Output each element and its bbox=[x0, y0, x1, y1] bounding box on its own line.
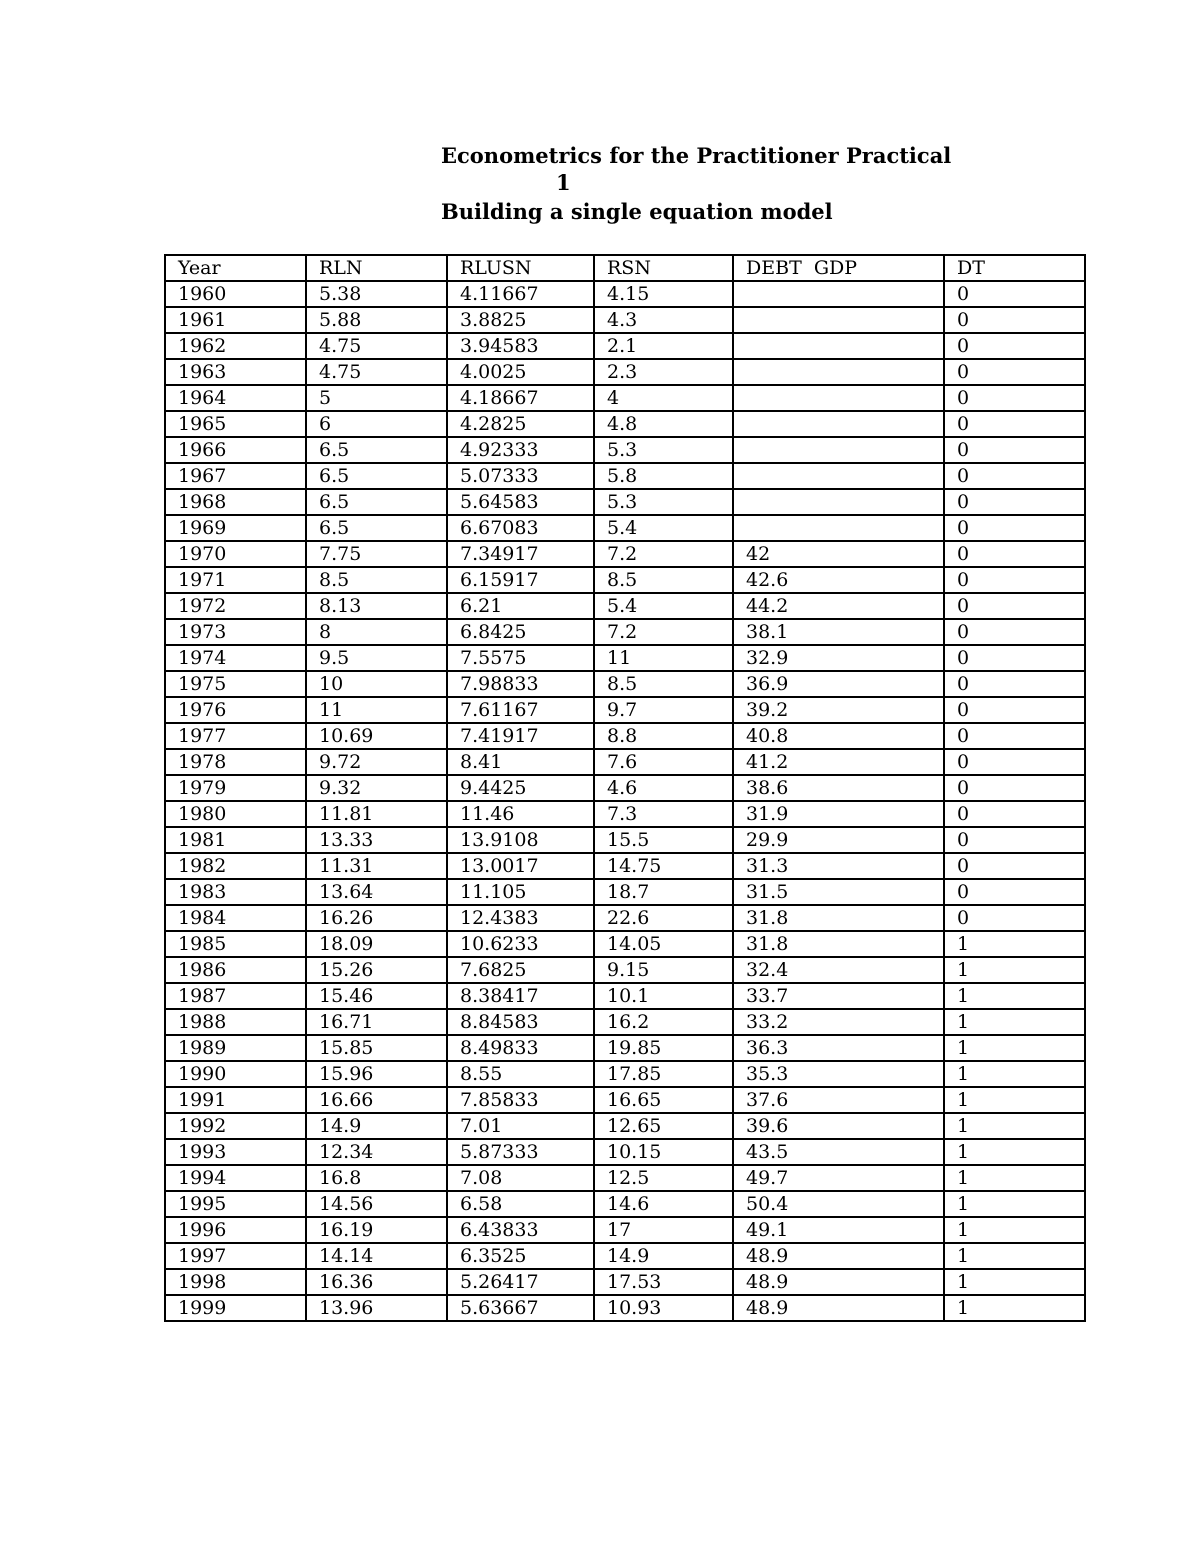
year-cell: 1989 bbox=[165, 1035, 306, 1061]
rln-cell: 10 bbox=[306, 671, 447, 697]
rln-cell: 16.26 bbox=[306, 905, 447, 931]
table-row bbox=[165, 1035, 1085, 1061]
debt-gdp-cell bbox=[733, 515, 944, 541]
rlusn-cell: 7.98833 bbox=[447, 671, 594, 697]
year-cell: 1961 bbox=[165, 307, 306, 333]
debt-gdp-cell: 38.6 bbox=[733, 775, 944, 801]
rln-cell: 9.72 bbox=[306, 749, 447, 775]
year-cell: 1962 bbox=[165, 333, 306, 359]
rsn-cell: 7.6 bbox=[594, 749, 733, 775]
dt-cell: 1 bbox=[944, 1113, 1085, 1139]
table-row bbox=[165, 1295, 1085, 1321]
table-row bbox=[165, 827, 1085, 853]
year-cell: 1991 bbox=[165, 1087, 306, 1113]
rln-cell: 10.69 bbox=[306, 723, 447, 749]
rln-cell: 6 bbox=[306, 411, 447, 437]
year-cell: 1975 bbox=[165, 671, 306, 697]
rlusn-cell: 4.0025 bbox=[447, 359, 594, 385]
dt-cell: 0 bbox=[944, 723, 1085, 749]
debt-gdp-cell: 31.9 bbox=[733, 801, 944, 827]
table-row bbox=[165, 957, 1085, 983]
table-row bbox=[165, 463, 1085, 489]
year-cell: 1987 bbox=[165, 983, 306, 1009]
dt-cell: 0 bbox=[944, 333, 1085, 359]
rln-cell: 16.66 bbox=[306, 1087, 447, 1113]
dt-cell: 0 bbox=[944, 307, 1085, 333]
table-row bbox=[165, 515, 1085, 541]
debt-gdp-cell: 42.6 bbox=[733, 567, 944, 593]
rlusn-cell: 9.4425 bbox=[447, 775, 594, 801]
rsn-cell: 11 bbox=[594, 645, 733, 671]
rsn-cell: 5.8 bbox=[594, 463, 733, 489]
rln-cell: 5.38 bbox=[306, 281, 447, 307]
table-row bbox=[165, 983, 1085, 1009]
table-row bbox=[165, 749, 1085, 775]
debt-gdp-cell: 31.3 bbox=[733, 853, 944, 879]
table-row bbox=[165, 1191, 1085, 1217]
debt-gdp-cell: 37.6 bbox=[733, 1087, 944, 1113]
table-row bbox=[165, 645, 1085, 671]
table-row bbox=[165, 1087, 1085, 1113]
year-cell: 1985 bbox=[165, 931, 306, 957]
debt-gdp-cell: 40.8 bbox=[733, 723, 944, 749]
debt-gdp-cell: 29.9 bbox=[733, 827, 944, 853]
rlusn-cell: 4.11667 bbox=[447, 281, 594, 307]
rlusn-cell: 6.21 bbox=[447, 593, 594, 619]
table-row bbox=[165, 905, 1085, 931]
dt-cell: 0 bbox=[944, 619, 1085, 645]
rlusn-cell: 5.63667 bbox=[447, 1295, 594, 1321]
rlusn-cell: 7.85833 bbox=[447, 1087, 594, 1113]
dt-cell: 0 bbox=[944, 827, 1085, 853]
dt-cell: 1 bbox=[944, 1295, 1085, 1321]
rlusn-cell: 8.84583 bbox=[447, 1009, 594, 1035]
table-row bbox=[165, 541, 1085, 567]
dt-cell: 1 bbox=[944, 957, 1085, 983]
dt-cell: 0 bbox=[944, 853, 1085, 879]
table-row bbox=[165, 619, 1085, 645]
debt-gdp-cell: 48.9 bbox=[733, 1269, 944, 1295]
data-table bbox=[164, 254, 1086, 1322]
rlusn-cell: 5.87333 bbox=[447, 1139, 594, 1165]
rlusn-cell: 7.34917 bbox=[447, 541, 594, 567]
rsn-cell: 9.15 bbox=[594, 957, 733, 983]
dt-cell: 0 bbox=[944, 541, 1085, 567]
rln-cell: 5.88 bbox=[306, 307, 447, 333]
rln-cell: 11 bbox=[306, 697, 447, 723]
year-cell: 1997 bbox=[165, 1243, 306, 1269]
rln-cell: 8.13 bbox=[306, 593, 447, 619]
rlusn-cell: 12.4383 bbox=[447, 905, 594, 931]
rsn-cell: 4 bbox=[594, 385, 733, 411]
dt-cell: 0 bbox=[944, 567, 1085, 593]
table-row bbox=[165, 723, 1085, 749]
debt-gdp-cell: 33.2 bbox=[733, 1009, 944, 1035]
debt-gdp-cell: 49.7 bbox=[733, 1165, 944, 1191]
table-row bbox=[165, 775, 1085, 801]
year-cell: 1973 bbox=[165, 619, 306, 645]
rsn-cell: 7.2 bbox=[594, 619, 733, 645]
rlusn-cell: 4.2825 bbox=[447, 411, 594, 437]
year-cell: 1988 bbox=[165, 1009, 306, 1035]
debt-gdp-cell: 39.2 bbox=[733, 697, 944, 723]
rlusn-cell: 11.46 bbox=[447, 801, 594, 827]
dt-cell: 0 bbox=[944, 697, 1085, 723]
dt-cell: 0 bbox=[944, 385, 1085, 411]
rsn-cell: 5.4 bbox=[594, 593, 733, 619]
table-row bbox=[165, 281, 1085, 307]
header-rsn: RSN bbox=[594, 255, 733, 281]
dt-cell: 0 bbox=[944, 437, 1085, 463]
table-row bbox=[165, 697, 1085, 723]
debt-gdp-cell bbox=[733, 359, 944, 385]
debt-gdp-cell: 48.9 bbox=[733, 1295, 944, 1321]
rln-cell: 6.5 bbox=[306, 515, 447, 541]
rlusn-cell: 10.6233 bbox=[447, 931, 594, 957]
rsn-cell: 8.8 bbox=[594, 723, 733, 749]
rlusn-cell: 8.38417 bbox=[447, 983, 594, 1009]
rsn-cell: 14.6 bbox=[594, 1191, 733, 1217]
year-cell: 1969 bbox=[165, 515, 306, 541]
title-line-main: Econometrics for the Practitioner Practical bbox=[441, 143, 952, 168]
dt-cell: 1 bbox=[944, 1035, 1085, 1061]
rln-cell: 18.09 bbox=[306, 931, 447, 957]
rsn-cell: 12.65 bbox=[594, 1113, 733, 1139]
year-cell: 1983 bbox=[165, 879, 306, 905]
rlusn-cell: 6.43833 bbox=[447, 1217, 594, 1243]
dt-cell: 1 bbox=[944, 1217, 1085, 1243]
rsn-cell: 15.5 bbox=[594, 827, 733, 853]
year-cell: 1964 bbox=[165, 385, 306, 411]
debt-gdp-cell: 31.5 bbox=[733, 879, 944, 905]
rsn-cell: 10.93 bbox=[594, 1295, 733, 1321]
rln-cell: 13.64 bbox=[306, 879, 447, 905]
rsn-cell: 22.6 bbox=[594, 905, 733, 931]
dt-cell: 0 bbox=[944, 749, 1085, 775]
rln-cell: 9.5 bbox=[306, 645, 447, 671]
rln-cell: 6.5 bbox=[306, 489, 447, 515]
title-line-subtitle: Building a single equation model bbox=[441, 199, 833, 224]
debt-gdp-cell: 48.9 bbox=[733, 1243, 944, 1269]
rlusn-cell: 5.07333 bbox=[447, 463, 594, 489]
table-row bbox=[165, 489, 1085, 515]
rlusn-cell: 13.9108 bbox=[447, 827, 594, 853]
rln-cell: 16.71 bbox=[306, 1009, 447, 1035]
rln-cell: 15.46 bbox=[306, 983, 447, 1009]
rlusn-cell: 8.55 bbox=[447, 1061, 594, 1087]
debt-gdp-cell: 39.6 bbox=[733, 1113, 944, 1139]
dt-cell: 1 bbox=[944, 1165, 1085, 1191]
dt-cell: 0 bbox=[944, 515, 1085, 541]
rlusn-cell: 7.08 bbox=[447, 1165, 594, 1191]
rsn-cell: 7.3 bbox=[594, 801, 733, 827]
year-cell: 1978 bbox=[165, 749, 306, 775]
rsn-cell: 4.15 bbox=[594, 281, 733, 307]
year-cell: 1982 bbox=[165, 853, 306, 879]
table-row bbox=[165, 385, 1085, 411]
table-row bbox=[165, 359, 1085, 385]
year-cell: 1963 bbox=[165, 359, 306, 385]
rsn-cell: 4.6 bbox=[594, 775, 733, 801]
dt-cell: 1 bbox=[944, 1269, 1085, 1295]
rlusn-cell: 3.94583 bbox=[447, 333, 594, 359]
rlusn-cell: 6.8425 bbox=[447, 619, 594, 645]
year-cell: 1965 bbox=[165, 411, 306, 437]
table-row bbox=[165, 1243, 1085, 1269]
rlusn-cell: 6.58 bbox=[447, 1191, 594, 1217]
debt-gdp-cell: 33.7 bbox=[733, 983, 944, 1009]
rln-cell: 13.33 bbox=[306, 827, 447, 853]
table-row bbox=[165, 671, 1085, 697]
rsn-cell: 16.65 bbox=[594, 1087, 733, 1113]
rln-cell: 15.26 bbox=[306, 957, 447, 983]
rlusn-cell: 13.0017 bbox=[447, 853, 594, 879]
rlusn-cell: 7.5575 bbox=[447, 645, 594, 671]
debt-gdp-cell: 49.1 bbox=[733, 1217, 944, 1243]
table-row bbox=[165, 1269, 1085, 1295]
rln-cell: 16.19 bbox=[306, 1217, 447, 1243]
debt-gdp-cell bbox=[733, 463, 944, 489]
rsn-cell: 17.53 bbox=[594, 1269, 733, 1295]
rsn-cell: 2.1 bbox=[594, 333, 733, 359]
dt-cell: 0 bbox=[944, 801, 1085, 827]
table-row bbox=[165, 593, 1085, 619]
dt-cell: 1 bbox=[944, 1139, 1085, 1165]
year-cell: 1974 bbox=[165, 645, 306, 671]
year-cell: 1984 bbox=[165, 905, 306, 931]
debt-gdp-cell: 35.3 bbox=[733, 1061, 944, 1087]
rlusn-cell: 6.15917 bbox=[447, 567, 594, 593]
table-row bbox=[165, 801, 1085, 827]
year-cell: 1968 bbox=[165, 489, 306, 515]
year-cell: 1993 bbox=[165, 1139, 306, 1165]
dt-cell: 0 bbox=[944, 463, 1085, 489]
rsn-cell: 7.2 bbox=[594, 541, 733, 567]
dt-cell: 0 bbox=[944, 879, 1085, 905]
year-cell: 1972 bbox=[165, 593, 306, 619]
dt-cell: 0 bbox=[944, 593, 1085, 619]
year-cell: 1986 bbox=[165, 957, 306, 983]
rln-cell: 12.34 bbox=[306, 1139, 447, 1165]
rlusn-cell: 6.3525 bbox=[447, 1243, 594, 1269]
rlusn-cell: 11.105 bbox=[447, 879, 594, 905]
table-body bbox=[165, 255, 1085, 1321]
rln-cell: 4.75 bbox=[306, 333, 447, 359]
dt-cell: 1 bbox=[944, 983, 1085, 1009]
rsn-cell: 18.7 bbox=[594, 879, 733, 905]
rlusn-cell: 7.6825 bbox=[447, 957, 594, 983]
rsn-cell: 4.8 bbox=[594, 411, 733, 437]
dt-cell: 0 bbox=[944, 905, 1085, 931]
table-row bbox=[165, 307, 1085, 333]
rsn-cell: 12.5 bbox=[594, 1165, 733, 1191]
year-cell: 1990 bbox=[165, 1061, 306, 1087]
header-rln: RLN bbox=[306, 255, 447, 281]
year-cell: 1995 bbox=[165, 1191, 306, 1217]
rln-cell: 16.36 bbox=[306, 1269, 447, 1295]
rln-cell: 4.75 bbox=[306, 359, 447, 385]
rln-cell: 8.5 bbox=[306, 567, 447, 593]
dt-cell: 1 bbox=[944, 931, 1085, 957]
year-cell: 1977 bbox=[165, 723, 306, 749]
debt-gdp-cell: 43.5 bbox=[733, 1139, 944, 1165]
debt-gdp-cell: 41.2 bbox=[733, 749, 944, 775]
rlusn-cell: 7.41917 bbox=[447, 723, 594, 749]
debt-gdp-cell: 44.2 bbox=[733, 593, 944, 619]
dt-cell: 1 bbox=[944, 1061, 1085, 1087]
debt-gdp-cell: 36.3 bbox=[733, 1035, 944, 1061]
rsn-cell: 19.85 bbox=[594, 1035, 733, 1061]
rlusn-cell: 7.61167 bbox=[447, 697, 594, 723]
year-cell: 1976 bbox=[165, 697, 306, 723]
rlusn-cell: 7.01 bbox=[447, 1113, 594, 1139]
table-row bbox=[165, 931, 1085, 957]
table-row bbox=[165, 1009, 1085, 1035]
rln-cell: 11.81 bbox=[306, 801, 447, 827]
year-cell: 1967 bbox=[165, 463, 306, 489]
table-row bbox=[165, 437, 1085, 463]
rlusn-cell: 4.92333 bbox=[447, 437, 594, 463]
debt-gdp-cell bbox=[733, 437, 944, 463]
rln-cell: 9.32 bbox=[306, 775, 447, 801]
dt-cell: 0 bbox=[944, 359, 1085, 385]
dt-cell: 0 bbox=[944, 645, 1085, 671]
dt-cell: 0 bbox=[944, 671, 1085, 697]
rlusn-cell: 4.18667 bbox=[447, 385, 594, 411]
rlusn-cell: 6.67083 bbox=[447, 515, 594, 541]
year-cell: 1981 bbox=[165, 827, 306, 853]
rln-cell: 13.96 bbox=[306, 1295, 447, 1321]
year-cell: 1970 bbox=[165, 541, 306, 567]
table-row bbox=[165, 1113, 1085, 1139]
rln-cell: 14.14 bbox=[306, 1243, 447, 1269]
debt-gdp-cell: 31.8 bbox=[733, 931, 944, 957]
dt-cell: 0 bbox=[944, 489, 1085, 515]
rsn-cell: 2.3 bbox=[594, 359, 733, 385]
dt-cell: 0 bbox=[944, 775, 1085, 801]
rsn-cell: 5.3 bbox=[594, 489, 733, 515]
rln-cell: 14.9 bbox=[306, 1113, 447, 1139]
header-rlusn: RLUSN bbox=[447, 255, 594, 281]
dt-cell: 1 bbox=[944, 1087, 1085, 1113]
rln-cell: 16.8 bbox=[306, 1165, 447, 1191]
rlusn-cell: 8.41 bbox=[447, 749, 594, 775]
rln-cell: 11.31 bbox=[306, 853, 447, 879]
debt-gdp-cell: 32.9 bbox=[733, 645, 944, 671]
rsn-cell: 5.4 bbox=[594, 515, 733, 541]
year-cell: 1994 bbox=[165, 1165, 306, 1191]
debt-gdp-cell bbox=[733, 307, 944, 333]
rlusn-cell: 8.49833 bbox=[447, 1035, 594, 1061]
debt-gdp-cell: 50.4 bbox=[733, 1191, 944, 1217]
rln-cell: 15.85 bbox=[306, 1035, 447, 1061]
debt-gdp-cell: 38.1 bbox=[733, 619, 944, 645]
dt-cell: 1 bbox=[944, 1243, 1085, 1269]
header-debt-gdp: DEBT GDP bbox=[733, 255, 944, 281]
rln-cell: 14.56 bbox=[306, 1191, 447, 1217]
year-cell: 1960 bbox=[165, 281, 306, 307]
rsn-cell: 14.75 bbox=[594, 853, 733, 879]
debt-gdp-cell: 32.4 bbox=[733, 957, 944, 983]
table-row bbox=[165, 1061, 1085, 1087]
debt-gdp-cell bbox=[733, 333, 944, 359]
year-cell: 1998 bbox=[165, 1269, 306, 1295]
year-cell: 1971 bbox=[165, 567, 306, 593]
rln-cell: 15.96 bbox=[306, 1061, 447, 1087]
rsn-cell: 9.7 bbox=[594, 697, 733, 723]
year-cell: 1992 bbox=[165, 1113, 306, 1139]
rsn-cell: 17.85 bbox=[594, 1061, 733, 1087]
header-dt: DT bbox=[944, 255, 1085, 281]
table-row bbox=[165, 333, 1085, 359]
year-cell: 1980 bbox=[165, 801, 306, 827]
debt-gdp-cell: 31.8 bbox=[733, 905, 944, 931]
dt-cell: 1 bbox=[944, 1191, 1085, 1217]
table-row bbox=[165, 411, 1085, 437]
year-cell: 1979 bbox=[165, 775, 306, 801]
rsn-cell: 10.1 bbox=[594, 983, 733, 1009]
table-row bbox=[165, 1165, 1085, 1191]
rsn-cell: 5.3 bbox=[594, 437, 733, 463]
table-row bbox=[165, 1217, 1085, 1243]
table-row bbox=[165, 853, 1085, 879]
rln-cell: 7.75 bbox=[306, 541, 447, 567]
rln-cell: 5 bbox=[306, 385, 447, 411]
rsn-cell: 14.9 bbox=[594, 1243, 733, 1269]
dt-cell: 0 bbox=[944, 411, 1085, 437]
debt-gdp-cell bbox=[733, 385, 944, 411]
dt-cell: 0 bbox=[944, 281, 1085, 307]
rsn-cell: 8.5 bbox=[594, 567, 733, 593]
rln-cell: 6.5 bbox=[306, 437, 447, 463]
debt-gdp-cell bbox=[733, 489, 944, 515]
title-line-number: 1 bbox=[556, 170, 571, 195]
table-header-row bbox=[165, 255, 1085, 281]
table-row bbox=[165, 567, 1085, 593]
rsn-cell: 17 bbox=[594, 1217, 733, 1243]
rsn-cell: 14.05 bbox=[594, 931, 733, 957]
table-row bbox=[165, 879, 1085, 905]
debt-gdp-cell: 36.9 bbox=[733, 671, 944, 697]
debt-gdp-cell bbox=[733, 281, 944, 307]
dt-cell: 1 bbox=[944, 1009, 1085, 1035]
rsn-cell: 4.3 bbox=[594, 307, 733, 333]
header-year: Year bbox=[165, 255, 306, 281]
rsn-cell: 10.15 bbox=[594, 1139, 733, 1165]
year-cell: 1999 bbox=[165, 1295, 306, 1321]
debt-gdp-cell bbox=[733, 411, 944, 437]
table-row bbox=[165, 1139, 1085, 1165]
rln-cell: 8 bbox=[306, 619, 447, 645]
rln-cell: 6.5 bbox=[306, 463, 447, 489]
rlusn-cell: 5.26417 bbox=[447, 1269, 594, 1295]
year-cell: 1966 bbox=[165, 437, 306, 463]
rlusn-cell: 3.8825 bbox=[447, 307, 594, 333]
rlusn-cell: 5.64583 bbox=[447, 489, 594, 515]
debt-gdp-cell: 42 bbox=[733, 541, 944, 567]
rsn-cell: 8.5 bbox=[594, 671, 733, 697]
year-cell: 1996 bbox=[165, 1217, 306, 1243]
rsn-cell: 16.2 bbox=[594, 1009, 733, 1035]
